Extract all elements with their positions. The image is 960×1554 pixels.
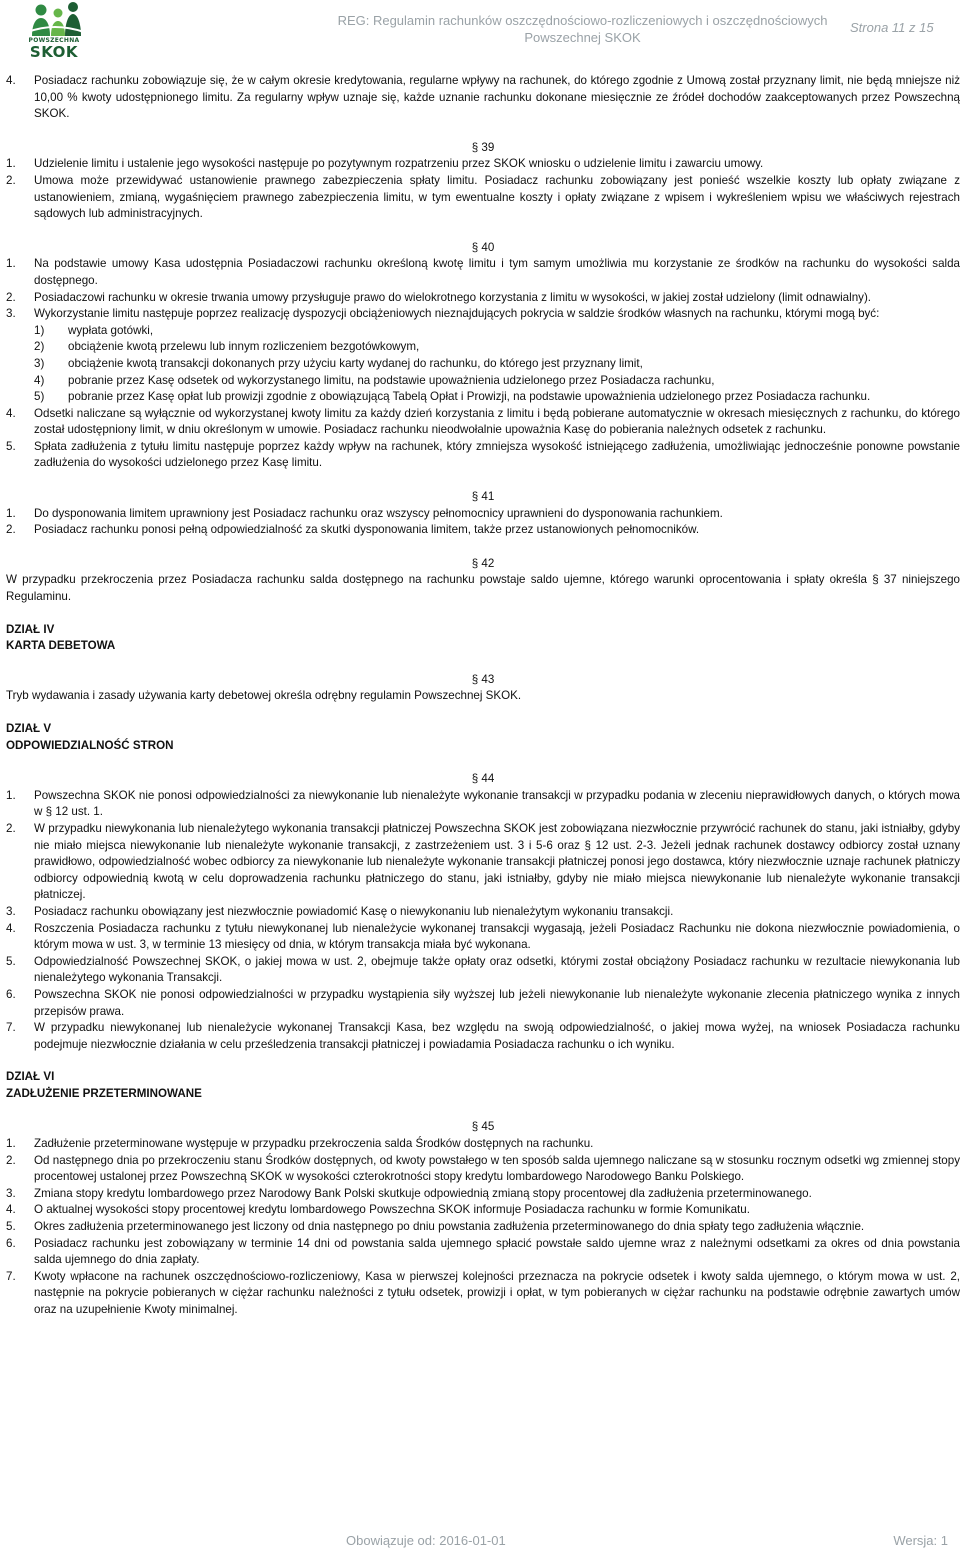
list-item [6,921,960,954]
sub-item-text: pobranie przez Kasę opłat lub prowizji zgodnie z obowiązującą Tabelą Opłat i Prowizji, na podstawie upoważnienia udzielonego przez Posiadacza rachunku. [68,390,871,404]
list-item [6,73,960,123]
document-title [330,12,835,46]
section-number: DZIAŁ IV [6,622,55,636]
item-text: Posiadacz rachunku jest zobowiązany w terminie 14 dni od powstania salda ujemnego spłacić powstałe saldo ujemne wraz z należnymi odsetkami za okres od dnia powstania salda ujemnego do dnia zapłaty. [34,1236,960,1267]
item-text: Zmiana stopy kredytu lombardowego przez Narodowy Bank Polski skutkuje odpowiednią zmianą stopy procentowej dla zadłużenia przeterminowanego. [34,1186,812,1200]
item-text: Do dysponowania limitem uprawniony jest Posiadacz rachunku oraz wszyscy pełnomocnicy uprawnieni do dysponowania rachunkiem. [34,506,723,520]
sub-list-item [34,389,960,406]
item-text: Spłata zadłużenia z tytułu limitu następuje poprzez każdy wpływ na rachunek, który zmniejsza wysokość istniejącego zadłużenia, umożliwiając jednocześnie ponowne powstanie zadłużenia do wysokości udzielonego przez Kasę limitu. [34,439,960,470]
powszechna-skok-logo [14,2,94,61]
item-text: Powszechna SKOK nie ponosi odpowiedzialności w przypadku wystąpienia siły wyższej lub jeżeli niewykonanie lub nienależyte wykonanie zlecenia płatniczego wynika z innych przepisów prawa. [34,987,960,1018]
list-item [6,1020,960,1053]
document-title-line2: Powszechnej SKOK [524,30,641,45]
list-item [6,290,960,307]
paragraph-heading-45: § 45 [471,1120,495,1134]
section-heading-dzial-iv [6,622,960,655]
item-number: 4. [6,406,16,420]
item-number: 4. [6,74,16,87]
list-item [6,156,960,173]
list-item [6,788,960,821]
item-number: 6. [6,987,16,1001]
sub-list-item [34,339,960,356]
item-text: Okres zadłużenia przeterminowanego jest liczony od dnia następnego po dniu powstania zadłużenia przeterminowanego do dnia spłaty tego zadłużenia włącznie. [34,1220,865,1234]
section-heading-dzial-vi [6,1069,960,1102]
list-item [6,522,960,539]
item-number: 5. [6,1220,16,1234]
item-number: 4. [6,1203,16,1217]
list-item [6,987,960,1020]
list-item [6,439,960,472]
item-number: 1. [6,788,16,802]
section-heading-dzial-v [6,721,960,754]
item-text: Posiadacz rachunku zobowiązuje się, że w całym okresie kredytowania, regularne wpływy na rachunek, do którego zgodnie z Umową został przyznany limit, nie będą mniejsze niż 10,00 % kwoty udostępnionego limitu. Za regularny wpływ uznaje się, każde uznanie rachunku dokonane miesięcznie ze źródeł dochodów zaakceptowanych przez Powszechną SKOK. [34,74,960,121]
item-text: Posiadaczowi rachunku w okresie trwania umowy przysługuje prawo do wielokrotnego korzystania z limitu w wysokości, w jakiej został udzielony (limit odnawialny). [34,290,872,304]
section-title: KARTA DEBETOWA [6,639,116,653]
section-number: DZIAŁ VI [6,1070,55,1084]
paragraph-heading-39: § 39 [471,140,495,154]
list-item [6,1219,960,1236]
item-number: 3. [6,307,16,321]
list-item [6,173,960,223]
item-number: 1. [6,1137,16,1151]
list-item [6,1153,960,1186]
item-number: 3. [6,1186,16,1200]
item-text: Posiadacz rachunku obowiązany jest niezwłocznie powiadomić Kasę o niewykonaniu lub nienależytym wykonaniu transakcji. [34,904,674,918]
item-number: 6. [6,1236,16,1250]
paragraph-text: W przypadku przekroczenia przez Posiadacza rachunku salda dostępnego na rachunku powstaje saldo ujemne, którego warunki oprocentowania i spłaty określa § 37 niniejszego Regulaminu. [6,573,960,604]
item-number: 7. [6,1269,16,1283]
sub-list-item [34,323,960,340]
list-item [6,406,960,439]
list-item [6,1202,960,1219]
list-item [6,256,960,289]
item-text: Udzielenie limitu i ustalenie jego wysokości następuje po pozytywnym rozpatrzeniu przez SKOK wniosku o udzielenie limitu i zawarciu umowy. [34,157,764,171]
sub-item-text: wypłata gotówki, [68,323,154,337]
item-text: Posiadacz rachunku ponosi pełną odpowiedzialność za skutki dysponowania limitem, także przez ustanowionych pełnomocników. [34,523,700,537]
sub-item-number: 3) [34,356,45,370]
logo-text-line2: SKOK [29,43,79,61]
page-header [0,0,960,60]
item-text: Powszechna SKOK nie ponosi odpowiedzialności za niewykonanie lub nienależyte wykonanie transakcji w przypadku podania w zleceniu nieprawidłowych danych, o których mowa w § 12 ust. 1. [34,788,960,819]
sub-item-number: 2) [34,340,45,354]
list-item [6,1236,960,1269]
paragraph-heading-41: § 41 [471,490,495,504]
item-number: 1. [6,157,16,171]
logo-text-line1: POWSZECHNA [28,37,80,44]
paragraph-heading-40: § 40 [471,240,495,254]
sub-item-number: 5) [34,390,45,404]
list-item [6,306,960,323]
page-number: Strona 11 z 15 [850,20,934,35]
sub-list-item [34,356,960,373]
document-title-line1: REG: Regulamin rachunków oszczędnościowo-rozliczeniowych i oszczędnościowych [337,13,828,28]
effective-date: Obowiązuje od: 2016-01-01 [346,1533,506,1548]
item-number: 1. [6,506,16,520]
item-text: Kwoty wpłacone na rachunek oszczędnościowo-rozliczeniowy, Kasa w pierwszej kolejności przeznacza na pokrycie odsetek i kwoty salda ujemnego, o którym mowa w ust. 2, następnie na pokrycie pobieranych w ciężar rachunku należności z tytułu odsetek, prowizji i opłat, w tym pobieranych w ciężar rachunku na podstawie odrębnie zawartych umów oraz na uzupełnienie Kwoty minimalnej. [34,1269,960,1316]
item-text: Odpowiedzialność Powszechnej SKOK, o jakiej mowa w ust. 2, obejmuje także opłaty oraz odsetki, którymi został obciążony Posiadacz rachunku w rezultacie niewykonania lub nienależytego wykonania Transakcji. [34,954,960,985]
item-number: 5. [6,439,16,453]
item-number: 1. [6,257,16,271]
sub-item-text: obciążenie kwotą transakcji dokonanych przy użyciu karty wydanej do rachunku, do którego jest przyznany limit, [68,356,643,370]
item-text: Odsetki naliczane są wyłącznie od wykorzystanej kwoty limitu za każdy dzień korzystania z limitu i będą pobierane automatycznie w okresach miesięcznych z rachunku, do którego został udostępniony limit, w dniu określonym w umowie. Posiadacz rachunku nieodwołalnie upoważnia Kasę do pobierania należnych odsetek z rachunku. [34,406,960,437]
section-title: ODPOWIEDZIALNOŚĆ STRON [6,738,174,752]
family-figures-icon [14,2,94,38]
item-text: Od następnego dnia po przekroczeniu stanu Środków dostępnych, od kwoty powstałego w ten sposób salda ujemnego naliczane są w stosunku rocznym odsetki wg zmiennej stopy procentowej ustalonej przez Powszechną SKOK w wysokości czterokrotności stopy kredytu lombardowego Narodowego Banku Polskiego. [34,1153,960,1184]
item-text: O aktualnej wysokości stopy procentowej kredytu lombardowego Powszechna SKOK informuje Posiadacza rachunku w formie Komunikatu. [34,1203,750,1217]
item-number: 2. [6,1153,16,1167]
item-number: 3. [6,904,16,918]
item-text: W przypadku niewykonania lub nienależytego wykonania transakcji płatniczej Powszechna SKOK jest zobowiązana niezwłocznie przywrócić rachunek do stanu, jaki istniałby, gdyby nie miało miejsca niewykonanie lub nienależyte wykonanie transakcji, z zastrzeżeniem ust. 3 i 5-6 oraz § 12 ust. 2-3. Jeżeli jednak rachunek dostawcy odbiorcy został uznany prawidłowo, odpowiedzialność wobec odbiorcy za niewykonanie lub nienależyte wykonanie transakcji płatniczej ponosi jego dostawca, który niezwłocznie uznaje rachunek płatniczy odbiorcy odpowiednią kwotą w celu doprowadzenia rachunku płatniczego do stanu, jaki istniałby, gdyby nie miało miejsca niewykonanie lub nienależyte wykonanie transakcji płatniczej. [34,821,960,902]
list-item [6,954,960,987]
sub-item-text: pobranie przez Kasę odsetek od wykorzystanego limitu, na podstawie upoważnienia udzielonego przez Posiadacza rachunku, [68,373,715,387]
paragraph-heading-44: § 44 [471,772,495,786]
item-number: 2. [6,173,16,187]
item-number: 2. [6,523,16,537]
sub-list-item [34,373,960,390]
item-text: Zadłużenie przeterminowane występuje w przypadku przekroczenia salda Środków dostępnych na rachunku. [34,1137,594,1151]
list-item [6,1269,960,1319]
item-number: 7. [6,1021,16,1035]
paragraph-heading-43: § 43 [471,672,495,686]
item-text: Umowa może przewidywać ustanowienie prawnego zabezpieczenia spłaty limitu. Posiadacz rachunku zobowiązany jest ponieść wszelkie koszty lub opłaty związane z ustanowieniem, zmianą, wygaśnięciem prawnego zabezpieczenia limitu, w tym ewentualne koszty i opłaty związane z wpisem i wykreśleniem wpisu we właściwych rejestrach sądowych lub administracyjnych. [34,173,960,221]
list-item [6,904,960,921]
item-text: Wykorzystanie limitu następuje poprzez realizację dyspozycji obciążeniowych nieznajdujących pokrycia w saldzie środków własnych na rachunku, którymi mogą być: [34,307,880,321]
item-text: Roszczenia Posiadacza rachunku z tytułu niewykonanej lub nienależycie wykonanej transakcji wygasają, jeżeli Posiadacz Rachunku nie dokona niezwłocznie powiadomienia, o którym mowa w ust. 3, w terminie 13 miesięcy od dnia, w którym transakcja miała być wykonana. [34,921,960,952]
paragraph-text: Tryb wydawania i zasady używania karty debetowej określa odrębny regulamin Powszechnej SKOK. [6,689,522,703]
list-item [6,1136,960,1153]
section-number: DZIAŁ V [6,722,52,735]
sub-item-number: 4) [34,373,45,387]
list-item [6,821,960,904]
list-item [6,506,960,523]
item-text: W przypadku niewykonanej lub nienależycie wykonanej Transakcji Kasa, bez względu na swoją odpowiedzialność, o jakiej mowa wyżej, na wniosek Posiadacza rachunku podejmuje niezwłocznie działania w celu prześledzenia transakcji płatniczej i powiadamia Posiadacza rachunku o ich wyniku. [34,1021,960,1051]
section-title: ZADŁUŻENIE PRZETERMINOWANE [6,1086,202,1100]
item-number: 5. [6,954,16,968]
item-number: 2. [6,290,16,304]
item-text: Na podstawie umowy Kasa udostępnia Posiadaczowi rachunku określoną kwotę limitu i tym samym umożliwia mu korzystanie ze środków na rachunku do wysokości salda dostępnego. [34,257,960,287]
item-number: 2. [6,821,16,835]
item-number: 4. [6,921,16,935]
page-footer [0,1533,960,1553]
list-item [6,1186,960,1203]
document-body [6,73,960,1319]
paragraph-heading-42: § 42 [471,556,495,570]
sub-item-number: 1) [34,323,45,337]
version-label: Wersja: 1 [893,1533,948,1548]
sub-item-text: obciążenie kwotą przelewu lub innym rozliczeniem bezgotówkowym, [68,340,420,354]
